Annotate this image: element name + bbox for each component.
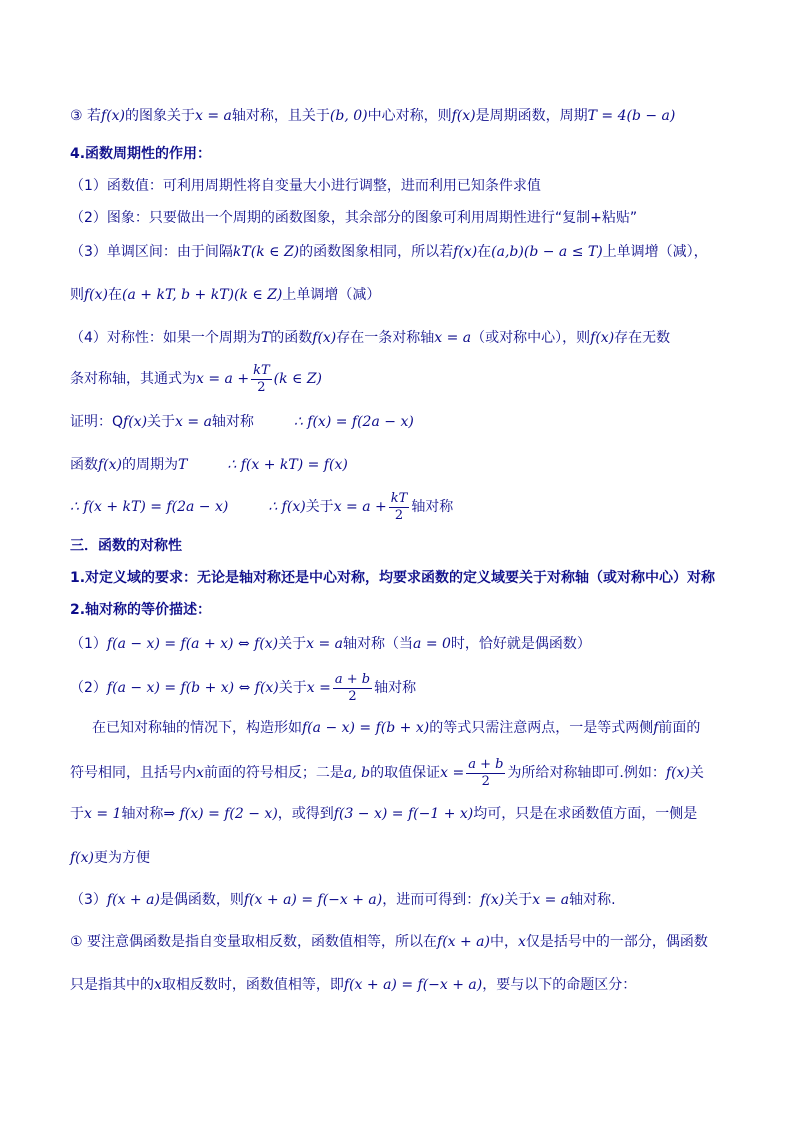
paragraph-monotonic-interval: （3）单调区间：由于间隔kT(k ∈ Z)的函数图象相同，所以若f(x)在(a,b)(b − a ≤ T)上单调增（减）， [70, 244, 708, 260]
fraction: $\frac{kT}{2}$ [390, 490, 408, 523]
fraction: $\frac{kT}{2}$ [253, 362, 270, 395]
note-line-1: ① 要注意偶函数是指自变量取相反数，函数值相等，所以在f(x + a)中，x仅是括号中的一部分，偶函数 [70, 934, 708, 950]
paragraph-symmetry: （4）对称性：如果一个周期为T的函数f(x)存在一条对称轴x = a（或对称中心），则f(x)存在无数 [70, 330, 671, 346]
equivalence-2: （2）f(a − x) = f(b + x) ⇔ f(x)关于x = $\frac{a + b}{2}$ 轴对称 [70, 671, 417, 704]
note-line-2: 只是指其中的x取相反数时，函数值相等，即f(x + a) = f(−x + a)，要与以下的命题区分： [70, 977, 637, 993]
explanation-line-4: f(x)更为方便 [70, 850, 151, 866]
equivalence-1: （1）f(a − x) = f(a + x) ⇔ f(x)关于x = a轴对称（当a = 0时，恰好就是偶函数） [70, 636, 591, 652]
explanation-line-2: 符号相同，且括号内x前面的符号相反；二是a, b的取值保证x = $\frac{a + b}{2}$ 为所给对称轴即可.例如：f(x)关 [70, 756, 704, 789]
section-heading-4: 4.函数周期性的作用： [70, 146, 212, 162]
axis-symmetry-heading: 2.轴对称的等价描述： [70, 602, 212, 618]
paragraph-function-value: （1）函数值：可利用周期性将自变量大小进行调整，进而利用已知条件求值 [70, 178, 541, 194]
section-heading-symmetry: 三．函数的对称性 [70, 538, 182, 554]
paragraph-monotonic-interval-cont: 则f(x)在(a + kT, b + kT)(k ∈ Z)上单调增（减） [70, 287, 381, 303]
proof-line-3: ∴ f(x + kT) = f(2a − x) ∴ f(x)关于x = a + $\frac{kT}{2}$ 轴对称 [70, 490, 454, 523]
proof-line-2: 函数f(x)的周期为T ∴ f(x + kT) = f(x) [70, 457, 348, 473]
domain-requirement: 1.对定义域的要求：无论是轴对称还是中心对称，均要求函数的定义域要关于对称轴（或对称中心）对称 [70, 570, 716, 586]
explanation-line-3: 于x = 1轴对称⇒ f(x) = f(2 − x)，或得到f(3 − x) = f(−1 + x)均可，只是在求函数值方面，一侧是 [70, 806, 698, 822]
paragraph-graph: （2）图象：只要做出一个周期的函数图象，其余部分的图象可利用周期性进行“复制+粘贴” [70, 210, 638, 226]
fraction: $\frac{a + b}{2}$ [468, 756, 504, 789]
property-3-periodic: ③ 若f(x)的图象关于x = a轴对称，且关于(b, 0)中心对称，则f(x)是周期函数，周期T = 4(b − a) [70, 108, 676, 124]
fraction: $\frac{a + b}{2}$ [334, 671, 371, 704]
circled-number: ③ [70, 108, 83, 124]
circled-number: ① [70, 934, 83, 950]
paragraph-symmetry-cont: 条对称轴，其通式为x = a + $\frac{kT}{2}$ (k ∈ Z) [70, 362, 323, 395]
explanation-line-1: 在已知对称轴的情况下，构造形如f(a − x) = f(b + x)的等式只需注意两点，一是等式两侧f前面的 [92, 720, 701, 736]
equivalence-3: （3）f(x + a)是偶函数，则f(x + a) = f(−x + a)，进而可得到：f(x)关于x = a轴对称. [70, 892, 616, 908]
proof-line-1: 证明：Qf(x)关于x = a轴对称 ∴ f(x) = f(2a − x) [70, 414, 414, 430]
